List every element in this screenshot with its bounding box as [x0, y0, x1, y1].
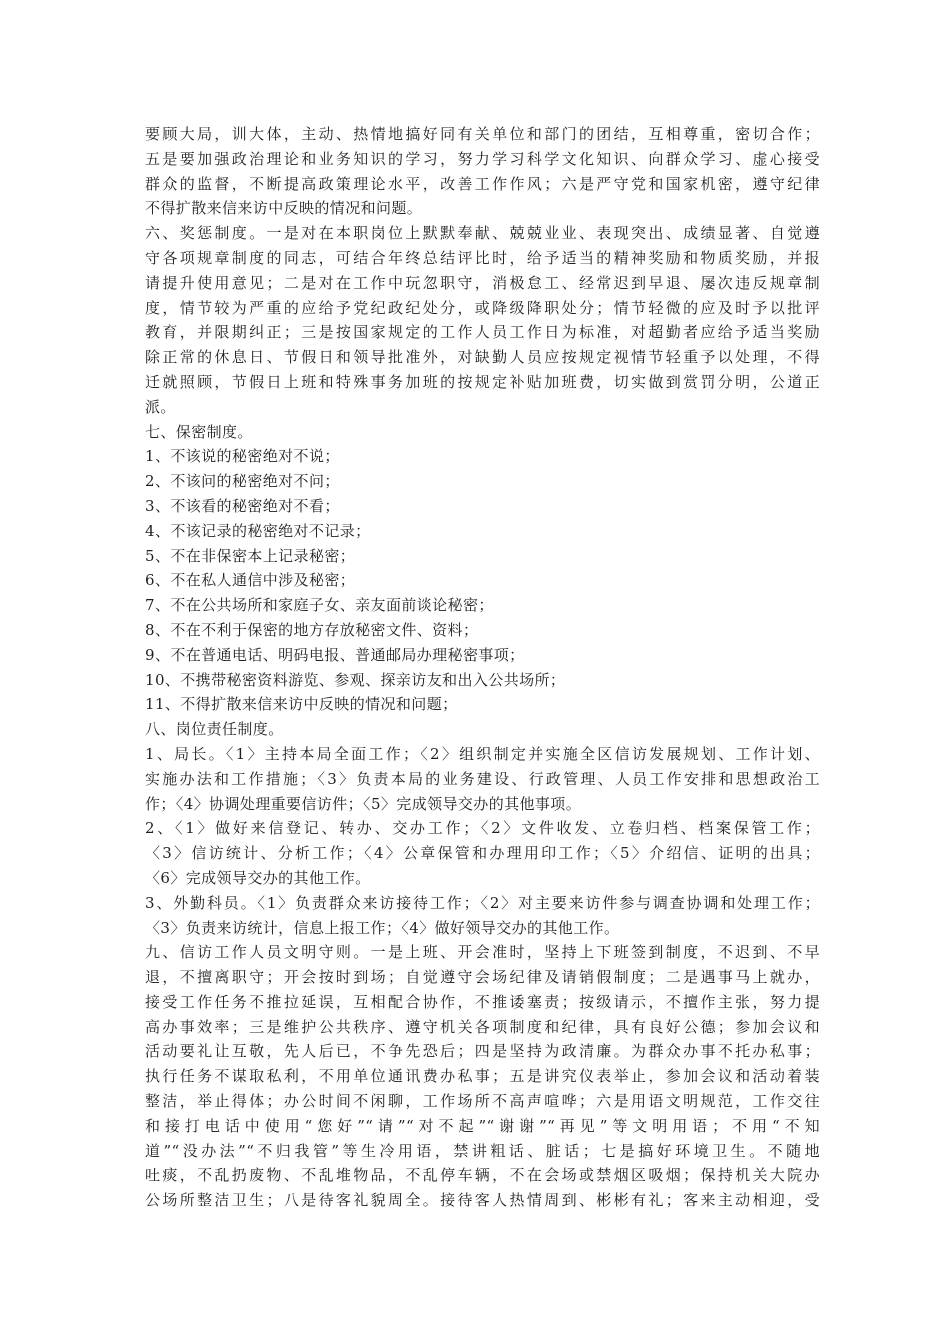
text-line: 派。 [145, 397, 176, 416]
text-line: 除正常的休息日、节假日和领导批准外，对缺勤人员应按规定视情节轻重予以处理，不得 [145, 348, 820, 367]
text-line: 要顾大局，训大体，主动、热情地搞好同有关单位和部门的团结，互相尊重，密切合作； [145, 125, 820, 143]
text-line: 不得扩散来信来访中反映的情况和问题。 [145, 199, 423, 218]
text-line: 道”“没办法”“不归我管”等生冷用语，禁讲粗话、脏话；七是搞好环境卫生。不随地 [145, 1141, 820, 1160]
list-item: 10、不携带秘密资料游览、参观、探亲访友和出入公共场所； [145, 670, 566, 689]
document-body [145, 122, 820, 1238]
section-eight-heading: 八、岗位责任制度。 [145, 720, 284, 739]
text-line: 迁就照顾，节假日上班和特殊事务加班的按规定补贴加班费，切实做到赏罚分明，公道正 [145, 372, 820, 391]
list-item: 5、不在非保密本上记录秘密； [145, 546, 356, 565]
text-line: 请提升使用意见；二是对在工作中玩忽职守，消极怠工、经常迟到早退、屡次违反规章制 [145, 273, 820, 292]
list-item: 7、不在公共场所和家庭子女、亲友面前谈论秘密； [145, 596, 494, 615]
text-line: 活动要礼让互敬，先人后已，不争先恐后；四是坚持为政清廉。为群众办事不托办私事； [145, 1042, 820, 1061]
section-seven-heading: 七、保密制度。 [145, 422, 253, 441]
text-line: 〈3〉负责来访统计，信息上报工作；〈4〉做好领导交办的其他工作。 [145, 918, 620, 937]
text-line: 2、〈1〉做好来信登记、转办、交办工作；〈2〉文件收发、立卷归档、档案保管工作； [145, 819, 820, 838]
text-line: 公场所整洁卫生；八是待客礼貌周全。接待客人热情周到、彬彬有礼；客来主动相迎，受 [145, 1191, 820, 1210]
list-item: 11、不得扩散来信来访中反映的情况和问题； [145, 695, 458, 714]
text-line: 教育，并限期纠正；三是按国家规定的工作人员工作日为标准，对超勤者应给予适当奖励 [145, 323, 820, 342]
text-line: 1、局长。〈1〉主持本局全面工作；〈2〉组织制定并实施全区信访发展规划、工作计划、 [145, 744, 820, 763]
text-line: 守各项规章制度的同志，可结合年终总结评比时，给予适当的精神奖励和物质奖励，并报 [145, 248, 820, 267]
text-line: 〈6〉完成领导交办的其他工作。 [145, 868, 371, 887]
text-line: 整洁，举止得体；办公时间不闲聊，工作场所不高声喧哗；六是用语文明规范，工作交往 [145, 1092, 820, 1111]
list-item: 2、不该问的秘密绝对不问； [145, 472, 340, 491]
list-item: 8、不在不利于保密的地方存放秘密文件、资料； [145, 620, 479, 639]
list-item: 3、不该看的秘密绝对不看； [145, 496, 340, 515]
text-line: 吐痰，不乱扔废物、不乱堆物品，不乱停车辆，不在会场或禁烟区吸烟；保持机关大院办 [145, 1166, 820, 1185]
text-line: 3、外勤科员。〈1〉负责群众来访接待工作；〈2〉对主要来访件参与调查协调和处理工作； [145, 893, 820, 912]
text-line: 退，不擅离职守；开会按时到场；自觉遵守会场纪律及请销假制度；二是遇事马上就办， [145, 968, 820, 987]
text-line: 实施办法和工作措施；〈3〉负责本局的业务建设、行政管理、人员工作安排和思想政治工 [145, 769, 820, 788]
text-line [145, 1213, 820, 1238]
text-line: 作；〈4〉协调处理重要信访件；〈5〉完成领导交办的其他事项。 [145, 794, 582, 813]
text-line: 〈3〉信访统计、分析工作；〈4〉公章保管和办理用印工作；〈5〉介绍信、证明的出具； [145, 844, 820, 863]
list-item: 4、不该记录的秘密绝对不记录； [145, 521, 371, 540]
text-line: 和接打电话中使用“您好”“请”“对不起”“谢谢”“再见”等文明用语；不用“不知 [145, 1116, 820, 1135]
text-line: 高办事效率；三是维护公共秩序、遵守机关各项制度和纪律，具有良好公德；参加会议和 [145, 1017, 820, 1036]
text-line: 群众的监督，不断提高政策理论水平，改善工作作风；六是严守党和国家机密，遵守纪律 [145, 174, 820, 193]
list-item: 1、不该说的秘密绝对不说； [145, 447, 340, 466]
text-line: 五是要加强政治理论和业务知识的学习，努力学习科学文化知识、向群众学习、虚心接受 [145, 149, 820, 168]
section-nine-heading-line: 九、信访工作人员文明守则。一是上班、开会准时，坚持上下班签到制度，不迟到、不早 [145, 943, 820, 962]
text-line: 接受工作任务不推拉延误，互相配合协作，不推诿塞责；按级请示，不擅作主张，努力提 [145, 992, 820, 1011]
list-item: 9、不在普通电话、明码电报、普通邮局办理秘密事项； [145, 645, 525, 664]
text-line: 度，情节较为严重的应给予党纪政纪处分，或降级降职处分；情节轻微的应及时予以批评 [145, 298, 820, 317]
list-item: 6、不在私人通信中涉及秘密； [145, 571, 356, 590]
section-six-heading-line: 六、奖惩制度。一是对在本职岗位上默默奉献、兢兢业业、表现突出、成绩显著、自觉遵 [145, 224, 820, 243]
text-line: 执行任务不谋取私利，不用单位通讯费办私事；五是讲究仪表举止，参加会议和活动着装 [145, 1067, 820, 1086]
